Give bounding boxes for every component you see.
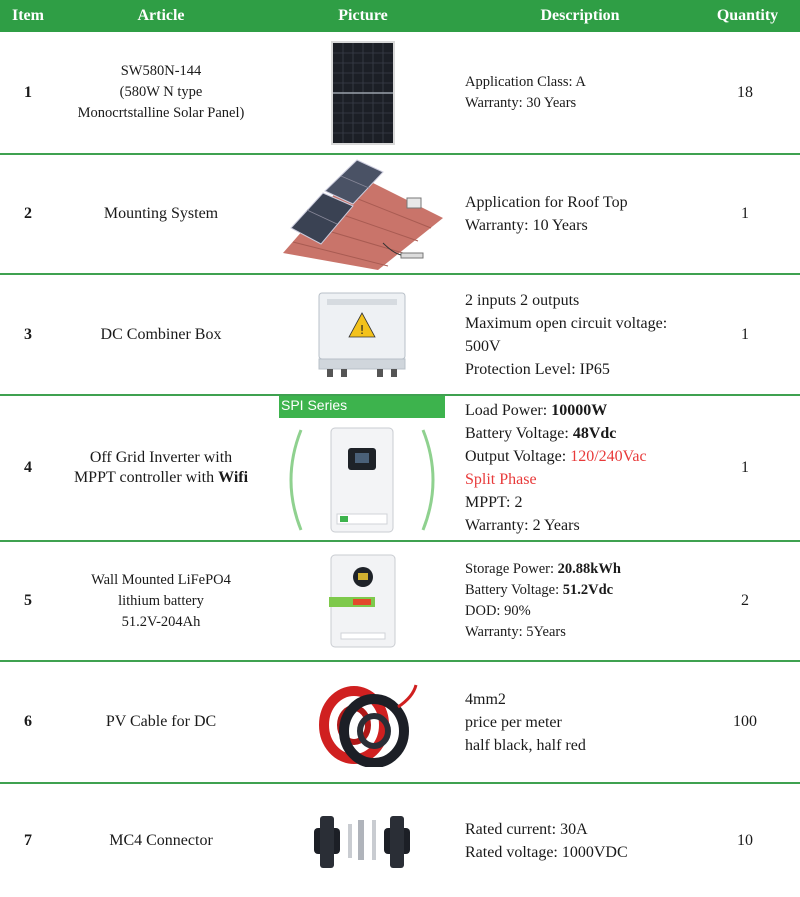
- table-row: [0, 155, 800, 273]
- article-name: MC4 Connector: [109, 831, 213, 849]
- article-name: [56, 32, 266, 153]
- header-item: Item: [12, 7, 44, 24]
- quantity: 1: [741, 205, 749, 222]
- table-row: [0, 784, 800, 897]
- table-row: [0, 32, 800, 153]
- description-line: Battery Voltage: 48Vdc: [465, 425, 617, 442]
- description-line: Warranty: 10 Years: [465, 217, 588, 234]
- article-line: SW580N-144: [120, 63, 202, 79]
- header-description: Description: [540, 7, 620, 24]
- quantity: 100: [733, 713, 757, 730]
- description-line: Output Voltage: 120/240Vac: [465, 448, 647, 465]
- description-line: Warranty: 2 Years: [465, 517, 580, 534]
- inverter-image: [279, 396, 445, 540]
- article-name: [56, 542, 266, 660]
- description-line: 4mm2: [465, 690, 506, 708]
- item-number: 5: [24, 592, 32, 609]
- item-number: 7: [24, 831, 32, 849]
- description-line: Rated voltage: 1000VDC: [465, 843, 628, 861]
- item-number: 3: [24, 325, 32, 343]
- description-line: MPPT: 2: [465, 494, 523, 511]
- description-line: Load Power: 10000W: [465, 402, 608, 419]
- item-number: 4: [24, 459, 32, 476]
- article-name: [56, 396, 266, 540]
- quantity: 2: [741, 592, 749, 609]
- article-line: 51.2V-204Ah: [121, 613, 201, 630]
- description-line: half black, half red: [465, 736, 586, 754]
- article-name: DC Combiner Box: [100, 325, 222, 343]
- table-row: [0, 542, 800, 660]
- description-line: Maximum open circuit voltage:: [465, 314, 668, 332]
- combiner-box-image: [278, 275, 448, 394]
- article-line: Wall Mounted LiFePO4: [91, 571, 231, 588]
- header-quantity: Quantity: [716, 7, 779, 24]
- table-row: [0, 275, 800, 394]
- item-number: 1: [24, 83, 32, 101]
- description-line: Rated current: 30A: [465, 820, 588, 838]
- roof-mount-image: [278, 155, 448, 273]
- description-line: 2 inputs 2 outputs: [465, 291, 580, 309]
- solar-panel-image: [278, 32, 448, 153]
- quantity: 1: [741, 459, 749, 476]
- description: [465, 32, 715, 153]
- description-line: price per meter: [465, 713, 562, 731]
- description-line: Split Phase: [465, 471, 537, 488]
- description-line: 500V: [465, 337, 501, 355]
- description: [465, 662, 715, 782]
- description-line: Protection Level: IP65: [465, 360, 610, 378]
- spi-series-banner: SPI Series: [279, 396, 445, 418]
- description: [465, 542, 715, 660]
- article-name: PV Cable for DC: [105, 713, 217, 730]
- table-row: [0, 662, 800, 782]
- article-line: (580W N type: [119, 84, 203, 100]
- article-line: Monocrtstalline Solar Panel): [77, 105, 245, 121]
- description-line: Application Class: A: [465, 73, 586, 90]
- article-name: Mounting System: [103, 205, 219, 222]
- mc4-connector-image: [278, 784, 448, 897]
- item-number: 2: [24, 205, 32, 222]
- description-line: Battery Voltage: 51.2Vdc: [465, 582, 614, 598]
- header-picture: Picture: [338, 7, 388, 24]
- quantity: 10: [737, 831, 753, 849]
- description-line: DOD: 90%: [465, 603, 531, 619]
- description: [465, 155, 715, 273]
- article-line: lithium battery: [118, 592, 204, 609]
- description: [465, 275, 715, 394]
- header-article: Article: [137, 7, 185, 24]
- item-number: 6: [24, 713, 32, 730]
- battery-image: [278, 542, 448, 660]
- description: [465, 396, 715, 540]
- article-line: Off Grid Inverter with: [89, 449, 233, 466]
- description-line: Storage Power: 20.88kWh: [465, 561, 621, 577]
- description-line: Warranty: 30 Years: [465, 94, 577, 111]
- description-line: Warranty: 5Years: [465, 624, 566, 640]
- table-row: [0, 396, 800, 540]
- svg-text:!: !: [359, 322, 365, 337]
- article-line: MPPT controller with Wifi: [73, 469, 249, 486]
- description-line: Application for Roof Top: [465, 194, 628, 211]
- pv-cable-image: [278, 662, 448, 782]
- quantity: 1: [741, 325, 749, 343]
- table-header: [0, 0, 800, 32]
- description: [465, 784, 715, 897]
- quantity: 18: [737, 83, 753, 101]
